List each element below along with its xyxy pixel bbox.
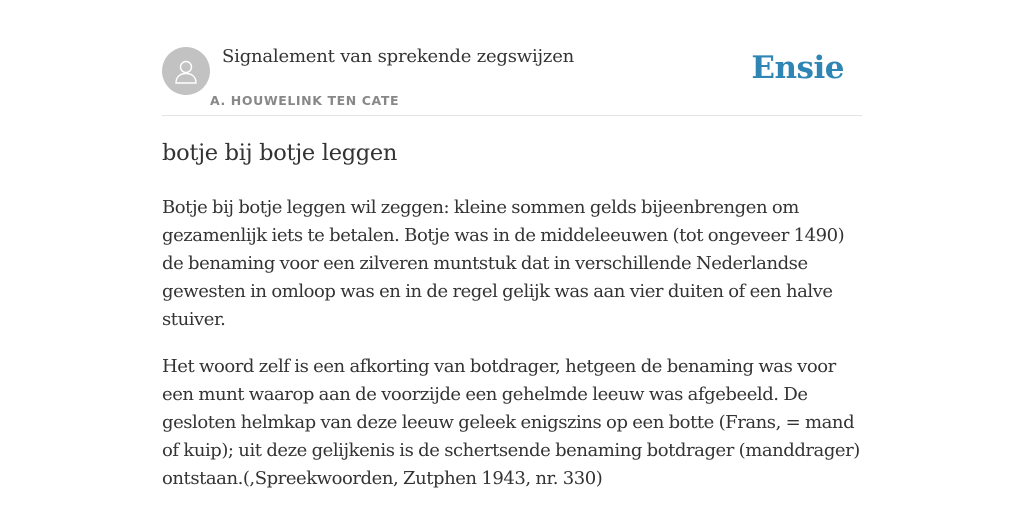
author-name[interactable]: A. HOUWELINK TEN CATE [210, 93, 400, 108]
user-icon [172, 57, 200, 85]
entry-headword: botje bij botje leggen [162, 140, 398, 166]
header-divider [162, 115, 862, 116]
entry-paragraph-1: Botje bij botje leggen wil zeggen: kleine sommen gelds bijeenbrengen om gezamenlijk iets te betalen. Botje was in de middeleeuwen (tot ongeveer 1490) de benaming voor een zilveren muntstuk dat in verschillende Nederlandse gewesten in omloop was en in de regel gelijk was aan vier duiten of een halve stuiver. [162, 197, 845, 330]
entry-card [162, 0, 862, 512]
ensie-logo[interactable]: Ensie [751, 50, 844, 86]
source-title[interactable]: Signalement van sprekende zegswijzen [222, 46, 575, 67]
entry-body [162, 194, 862, 512]
entry-paragraph-2: Het woord zelf is een afkorting van botdrager, hetgeen de benaming was voor een munt waarop aan de voorzijde een gehelmde leeuw was afgebeeld. De gesloten helmkap van deze leeuw geleek enigszins op een botte (Frans, = mand of kuip); uit deze gelijkenis is de schertsende benaming botdrager (manddrager) ontstaan.(,Spreekwoorden, Zutphen 1943, nr. 330) [162, 356, 860, 489]
author-avatar[interactable] [162, 47, 210, 95]
